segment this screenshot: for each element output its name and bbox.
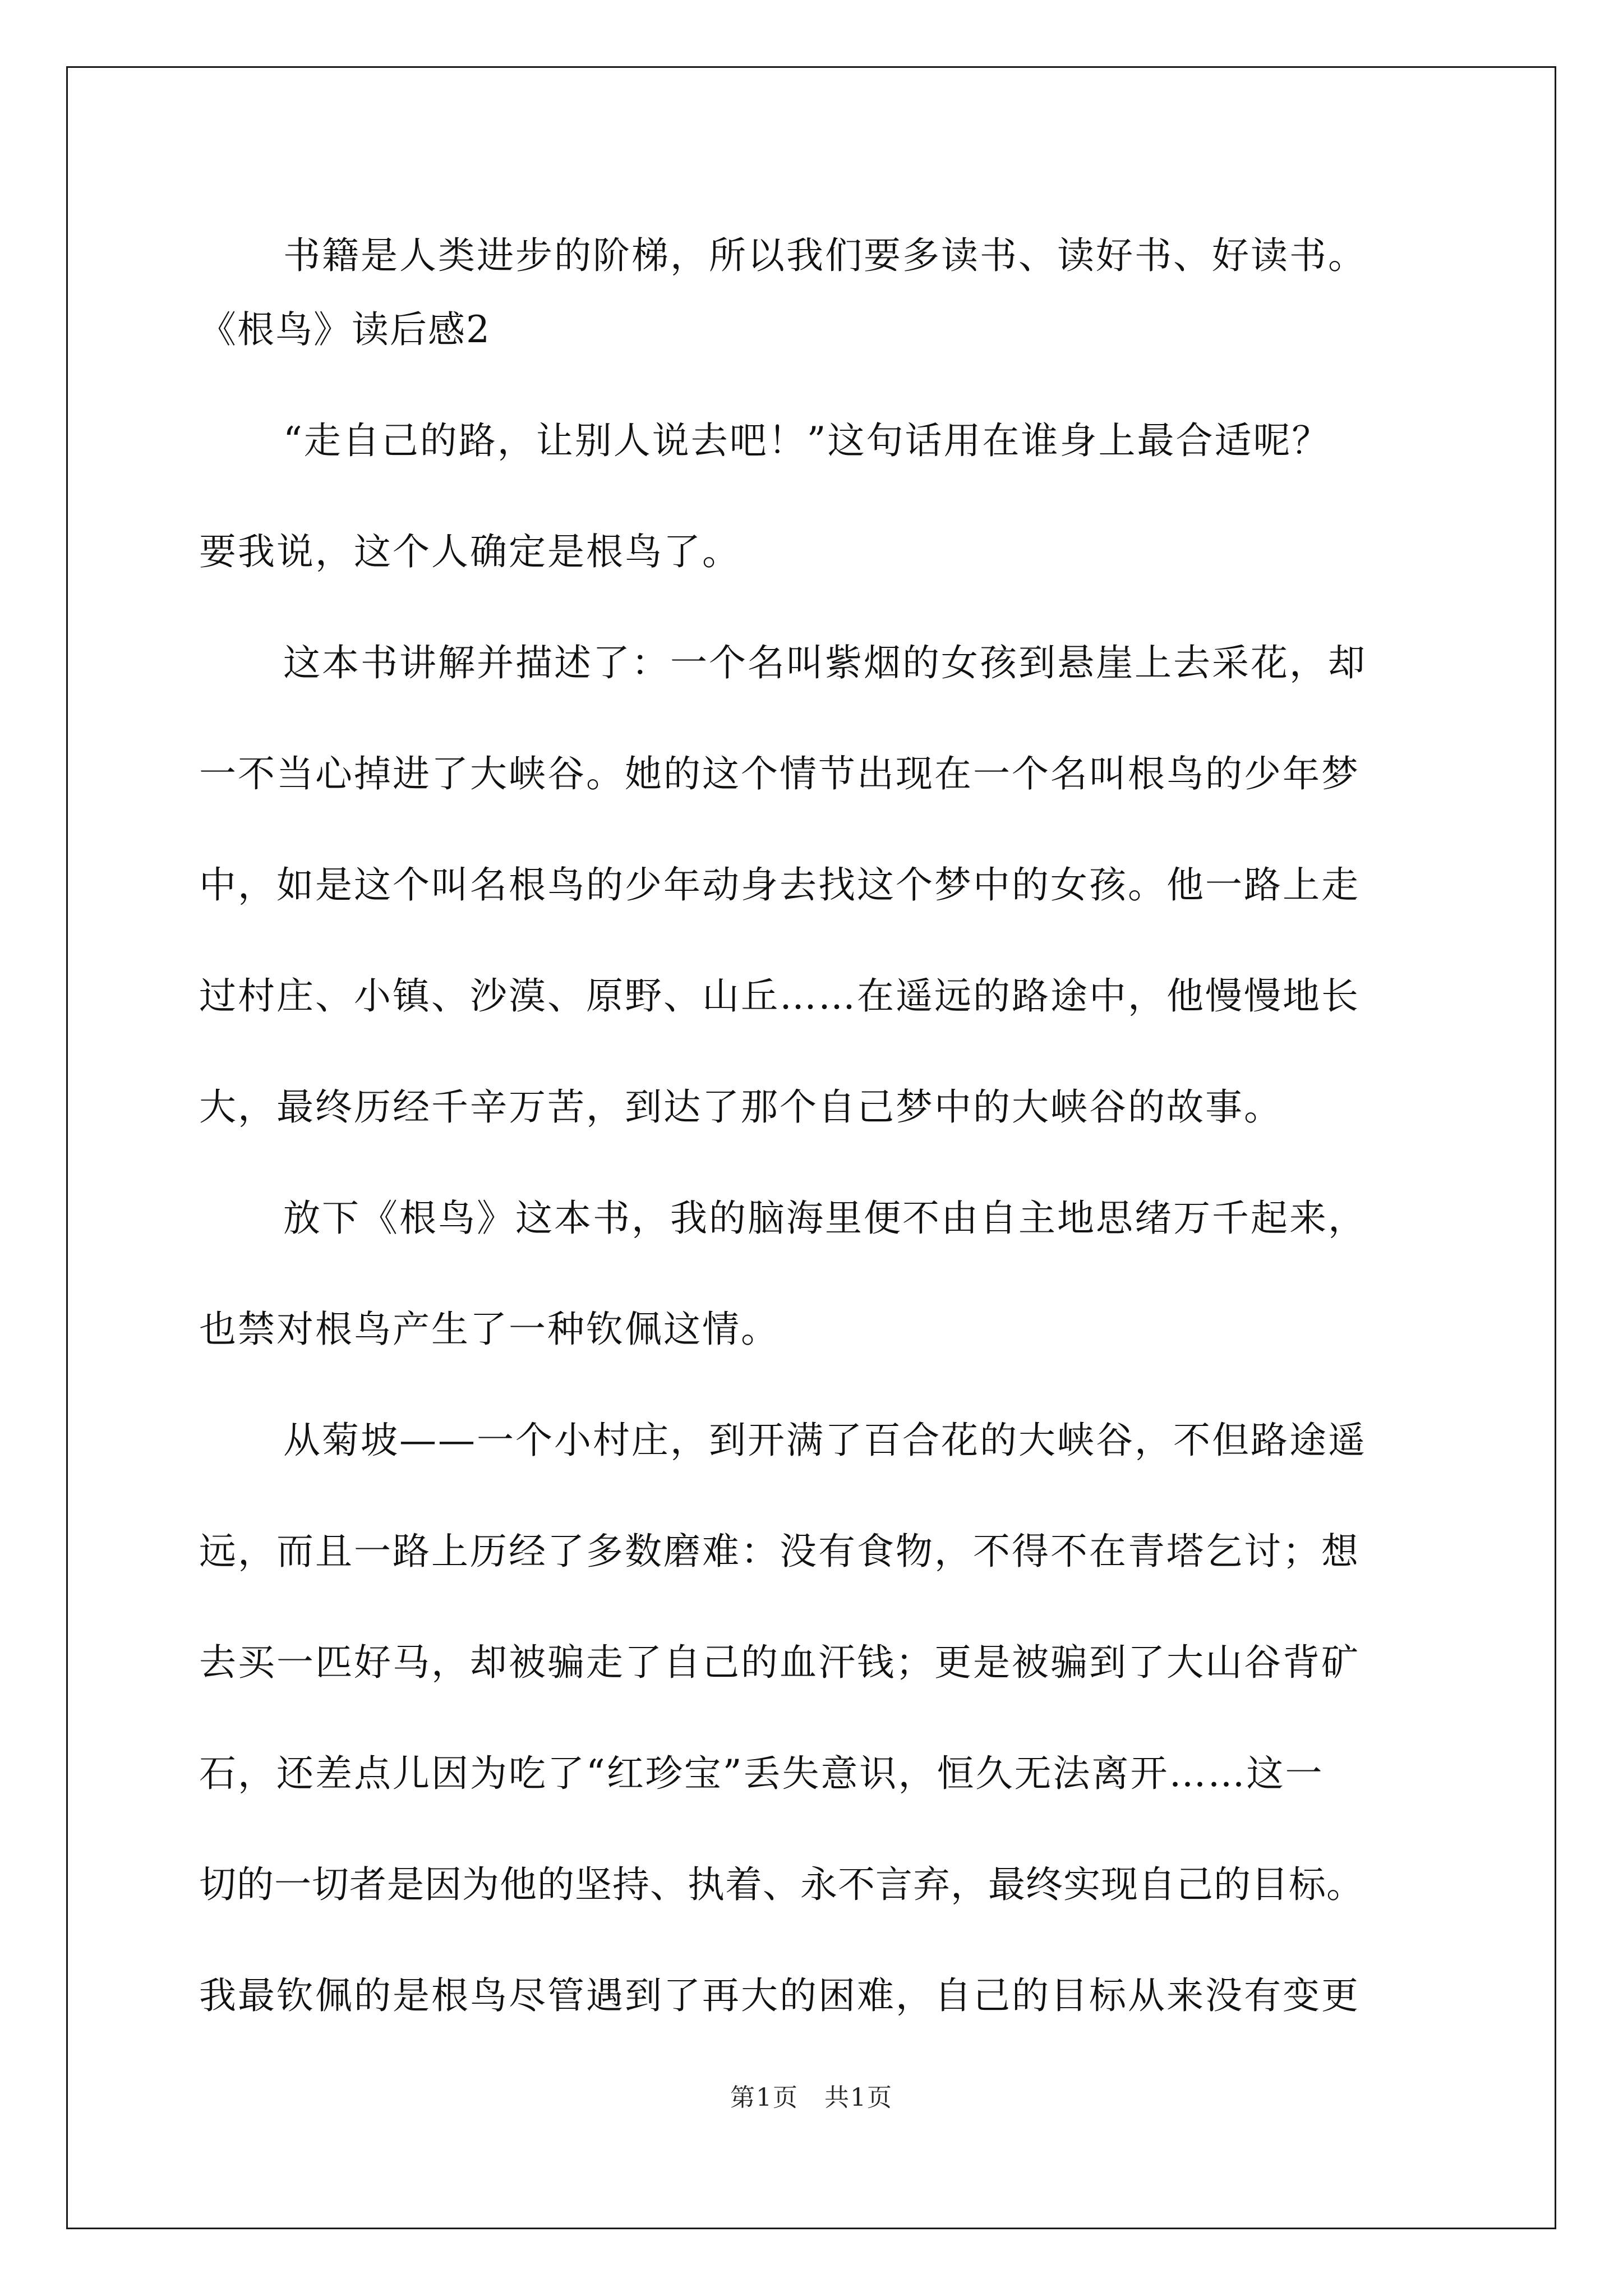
paragraph-line: 一不当心掉进了大峡谷。她的这个情节出现在一个名叫根鸟的少年梦 — [199, 752, 1360, 795]
paragraph-line: 放下《根鸟》这本书，我的脑海里便不由自主地思绪万千起来， — [283, 1197, 1367, 1240]
paragraph-line: 过村庄、小镇、沙漠、原野、山丘……在遥远的路途中，他慢慢地长 — [199, 974, 1360, 1018]
paragraph-line: 要我说，这个人确定是根鸟了。 — [199, 530, 741, 573]
paragraph-line: 石，还差点儿因为吃了“红珍宝”丢失意识，恒久无法离开……这一 — [199, 1752, 1324, 1795]
paragraph-line: 书籍是人类进步的阶梯，所以我们要多读书、读好书、好读书。 — [283, 234, 1367, 277]
paragraph-line: 切的一切者是因为他的坚持、执着、永不言弃，最终实现自己的目标。 — [199, 1863, 1364, 1906]
paragraph-line: 远，而且一路上历经了多数磨难：没有食物，不得不在青塔乞讨；想 — [199, 1530, 1360, 1573]
paragraph-line: 这本书讲解并描述了：一个名叫紫烟的女孩到悬崖上去采花，却 — [283, 641, 1367, 684]
section-heading: 《根鸟》读后感2 — [199, 308, 491, 351]
paragraph-line: 大，最终历经千辛万苦，到达了那个自己梦中的大峡谷的故事。 — [199, 1085, 1283, 1129]
paragraph-line: 中，如是这个叫名根鸟的少年动身去找这个梦中的女孩。他一路上走 — [199, 863, 1360, 907]
paragraph-line: 也禁对根鸟产生了一种钦佩这情。 — [199, 1308, 780, 1351]
page-number-footer: 第1页 共1页 — [730, 2083, 893, 2112]
paragraph-line: 从菊坡——一个小村庄，到开满了百合花的大峡谷，不但路途遥 — [283, 1419, 1367, 1462]
paragraph-line: 去买一匹好马，却被骗走了自己的血汗钱；更是被骗到了大山谷背矿 — [199, 1641, 1360, 1684]
document-body — [199, 219, 1455, 2033]
paragraph-line: “走自己的路，让别人说去吧！”这句话用在谁身上最合适呢？ — [283, 419, 1331, 462]
paragraph-line: 我最钦佩的是根鸟尽管遇到了再大的困难，自己的目标从来没有变更 — [199, 1974, 1360, 2017]
